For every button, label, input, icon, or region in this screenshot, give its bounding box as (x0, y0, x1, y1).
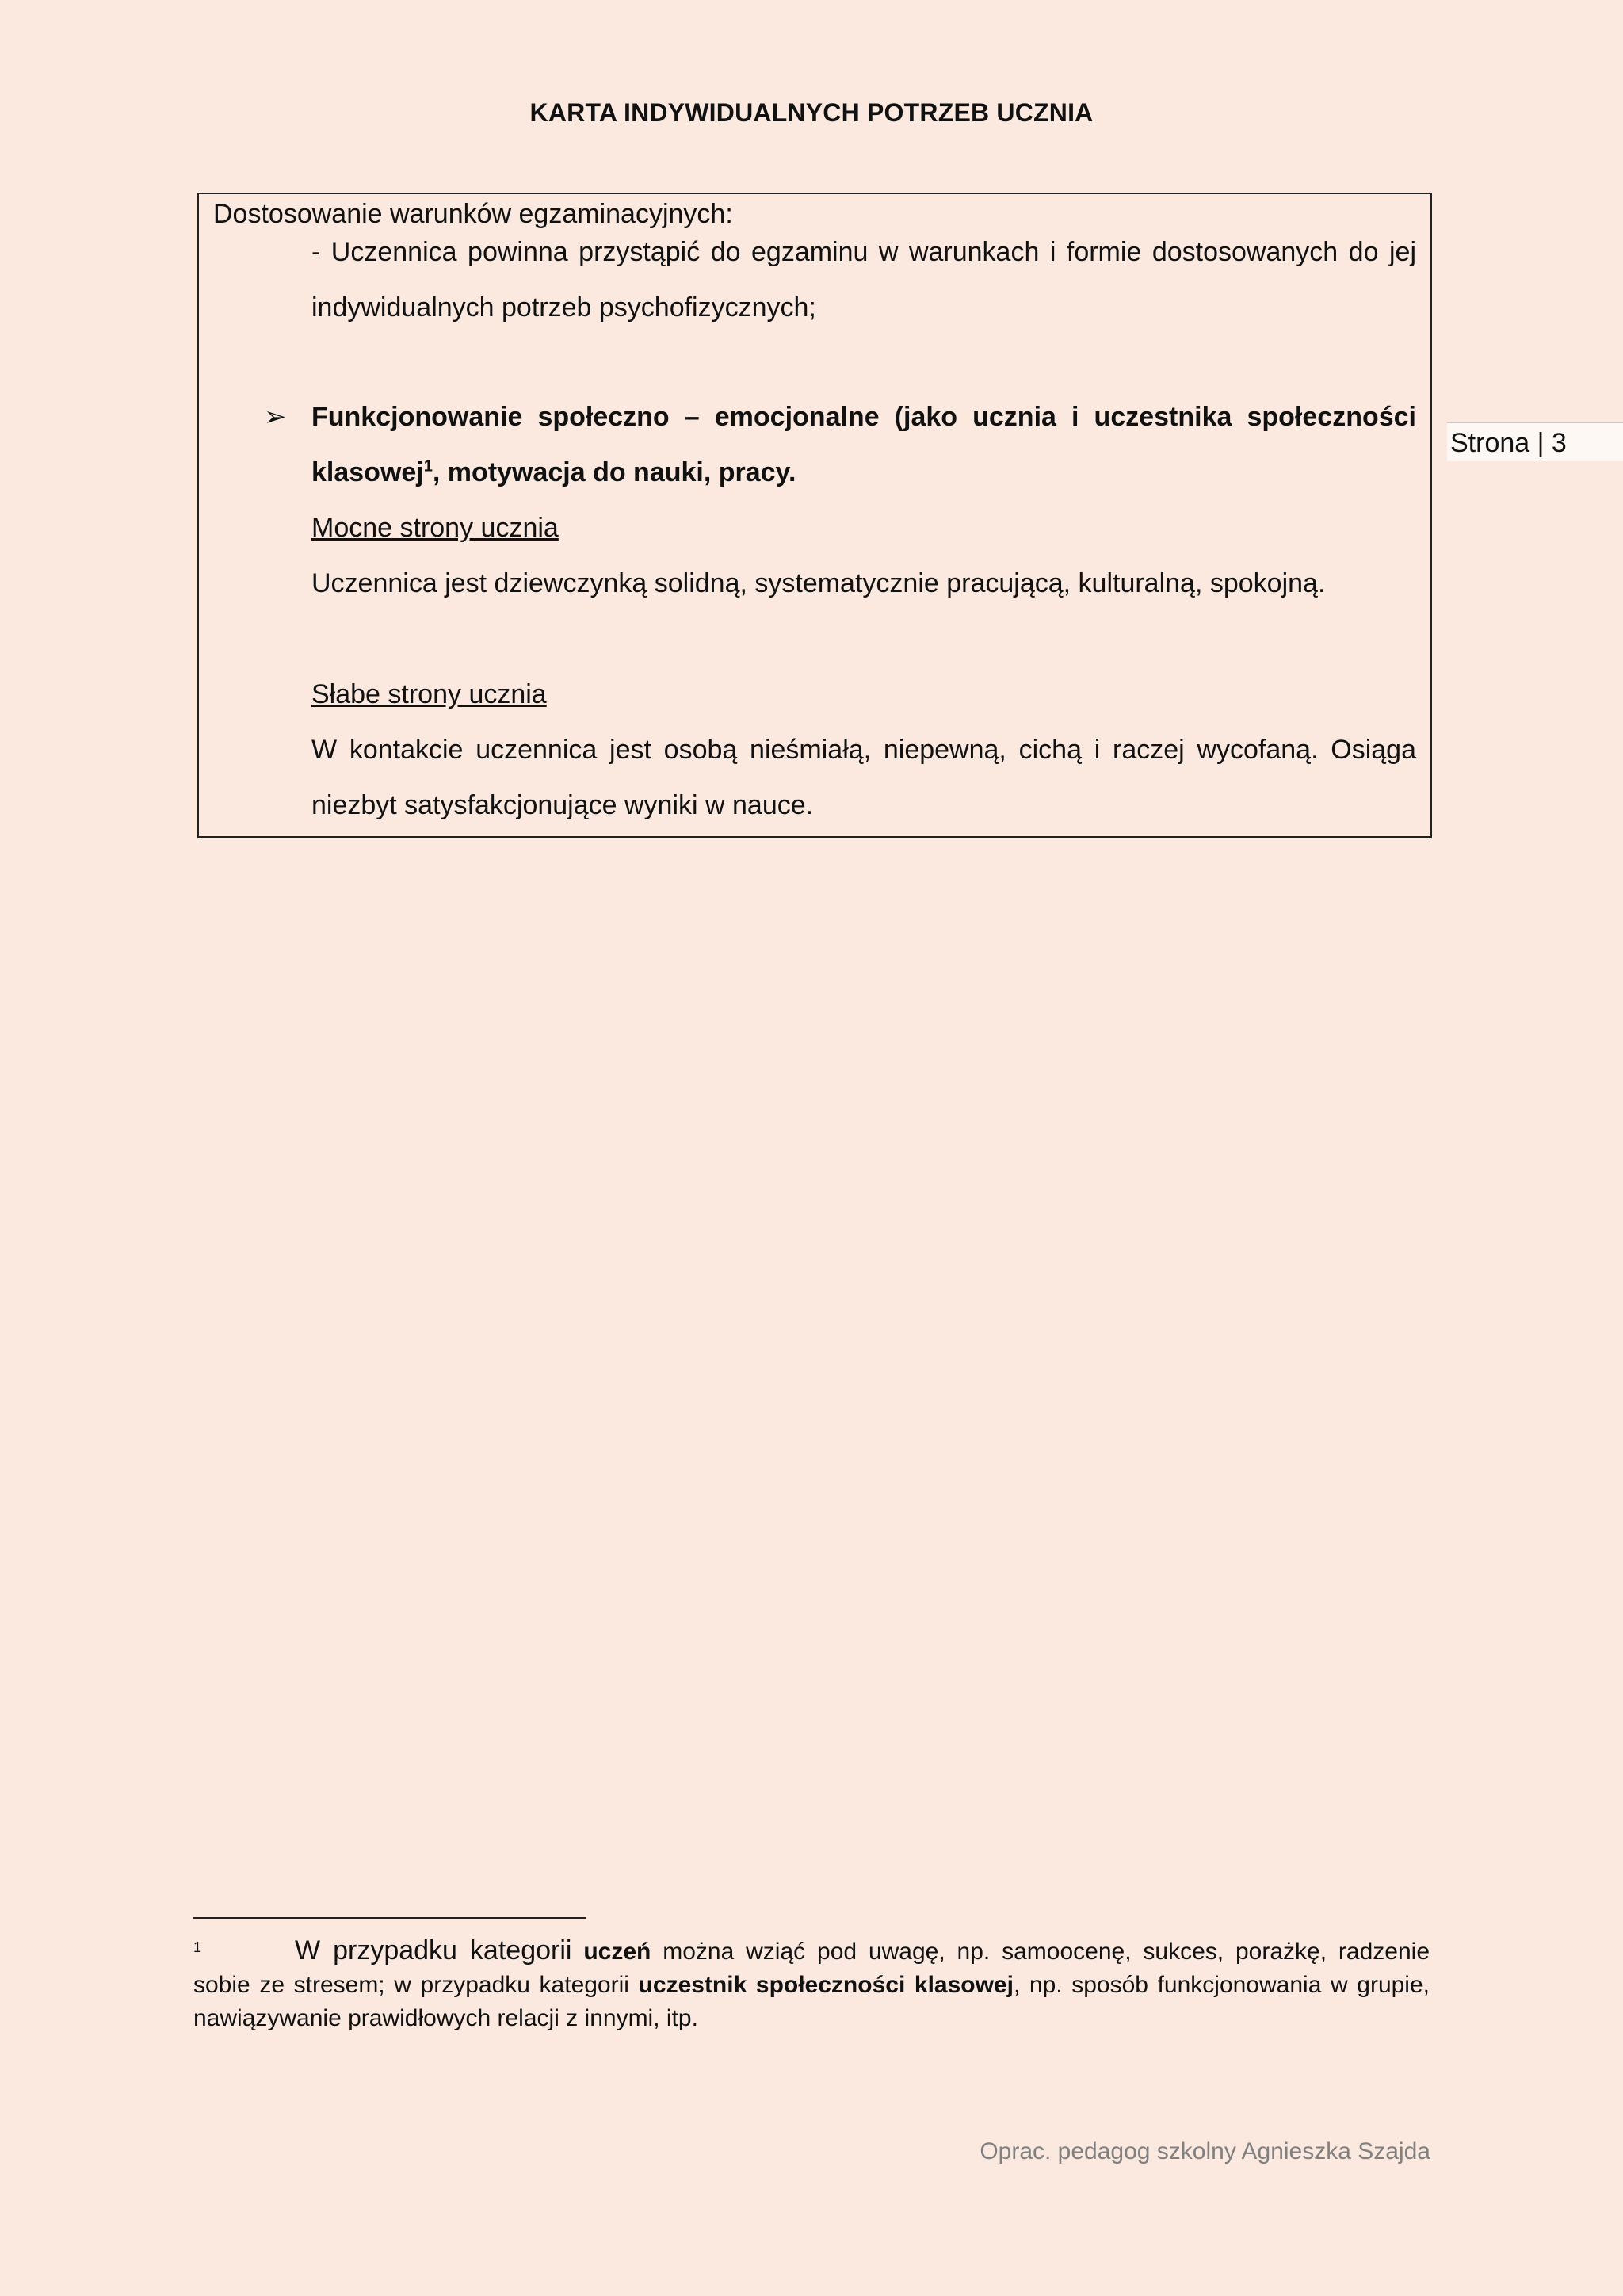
footnote-reference[interactable]: 1 (423, 457, 433, 476)
footnote-marker: 1 (193, 1939, 202, 1955)
footnote-bold-term: uczeń (583, 1939, 651, 1965)
exam-conditions-text: - Uczennica powinna przystąpić do egzaminu w warunkach i formie dostosowanych do jej indywidualnych potrzeb psychofizycznych; (311, 237, 1416, 323)
footer-author: Oprac. pedagog szkolny Agnieszka Szajda (980, 2138, 1430, 2164)
strengths-text: Uczennica jest dziewczynką solidną, systematycznie pracującą, kulturalną, spokojną. (311, 568, 1326, 598)
page-title: KARTA INDYWIDUALNYCH POTRZEB UCZNIA (529, 98, 1094, 127)
exam-conditions-heading: Dostosowanie warunków egzaminacyjnych: (213, 199, 733, 229)
footnote-text-2: , np. sposób funkcjonowania w grupie, nawiązywanie prawidłowych relacji z innymi, itp. (193, 1972, 1430, 2031)
weaknesses-heading: Słabe strony ucznia (311, 679, 547, 709)
social-emotional-section (264, 389, 1416, 833)
footnote-separator (193, 1917, 586, 1919)
footnote-lead: W przypadku kategorii (295, 1935, 572, 1966)
footnote-bold-term-2: uczestnik społeczności klasowej (638, 1972, 1014, 1998)
footnote-text: można wziąć pod uwagę, np. samoocenę, sukces, porażkę, radzenie sobie ze stresem; w przypadku kategorii (193, 1939, 1430, 1998)
arrow-bullet-icon: ➢ (264, 402, 287, 432)
section-title-text: Funkcjonowanie społeczno – emocjonalne (jako ucznia i uczestnika społeczności klasowej (311, 402, 1416, 487)
footnote (193, 1934, 1430, 2035)
page-number: Strona | 3 (1447, 422, 1623, 461)
strengths-heading: Mocne strony ucznia (311, 513, 559, 543)
spacer (311, 611, 1416, 667)
content-box (197, 193, 1432, 838)
section-title (264, 389, 1416, 500)
weaknesses-text: W kontakcie uczennica jest osobą nieśmiałą, niepewną, cichą i raczej wycofaną. Osiąga niezbyt satysfakcjonujące wyniki w nauce. (311, 735, 1416, 820)
section-title-suffix: , motywacja do nauki, pracy. (432, 457, 796, 487)
